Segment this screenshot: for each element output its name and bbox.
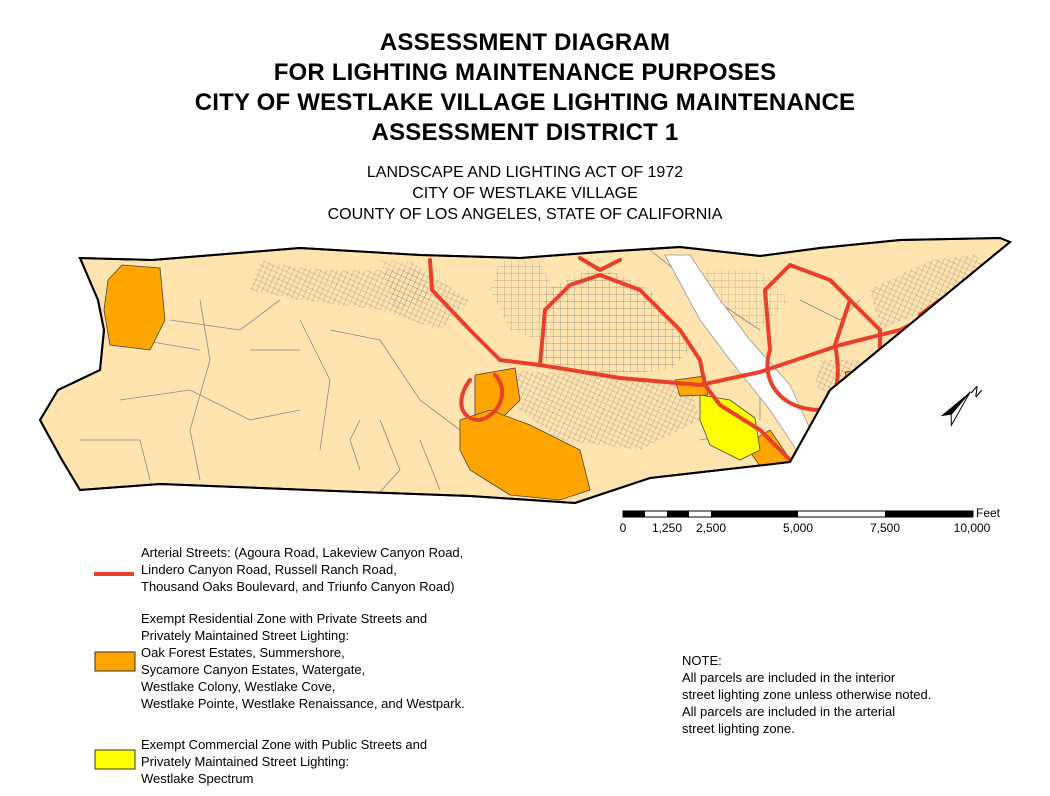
legend-commercial-line-2: Privately Maintained Street Lighting:: [141, 754, 350, 769]
title-line-4: ASSESSMENT DISTRICT 1: [371, 119, 679, 146]
note-line-1: NOTE:: [682, 653, 722, 668]
note-line-3: street lighting zone unless otherwise noted.: [682, 687, 932, 702]
note-line-4: All parcels are included in the arterial: [682, 704, 896, 719]
scale-unit: Feet: [976, 506, 1001, 520]
legend-residential-swatch: [95, 652, 135, 671]
subtitle-line-3: COUNTY OF LOS ANGELES, STATE OF CALIFORNIA: [327, 206, 723, 223]
scale-bar: [623, 511, 973, 517]
legend-commercial-text: [141, 736, 427, 787]
legend-residential-line-2: Privately Maintained Street Lighting:: [141, 628, 350, 643]
north-arrow-label: N: [968, 382, 985, 401]
legend-residential-line-5: Westlake Colony, Westlake Cove,: [141, 679, 336, 694]
legend-arterial-line-1: Arterial Streets: (Agoura Road, Lakeview Canyon Road,: [141, 545, 464, 560]
legend-residential-line-4: Sycamore Canyon Estates, Watergate,: [141, 662, 366, 677]
legend-residential-line-3: Oak Forest Estates, Summershore,: [141, 645, 345, 660]
title-line-1: ASSESSMENT DIAGRAM: [379, 29, 671, 56]
zone-west: [104, 265, 165, 350]
legend-commercial-swatch: [95, 750, 135, 769]
scale-label-1250: 1,250: [651, 521, 683, 535]
scale-label-7500: 7,500: [869, 521, 901, 535]
subtitle-line-2: CITY OF WESTLAKE VILLAGE: [412, 185, 638, 202]
title-line-2: FOR LIGHTING MAINTENANCE PURPOSES: [273, 59, 777, 86]
note-line-2: All parcels are included in the interior: [682, 670, 896, 685]
scale-label-10000: 10,000: [953, 521, 991, 535]
scale-label-2500: 2,500: [695, 521, 727, 535]
legend-arterial-text: [141, 544, 463, 595]
subtitle-line-1: LANDSCAPE AND LIGHTING ACT OF 1972: [366, 164, 684, 181]
legend-arterial-line-2: Lindero Canyon Road, Russell Ranch Road,: [141, 562, 397, 577]
title-line-3: CITY OF WESTLAKE VILLAGE LIGHTING MAINTENANCE: [194, 89, 856, 116]
scale-label-0: 0: [619, 521, 627, 535]
note-line-5: street lighting zone.: [682, 721, 795, 736]
map-note: [682, 652, 931, 737]
legend-arterial-line-3: Thousand Oaks Boulevard, and Triunfo Canyon Road): [141, 579, 455, 594]
legend-residential-text: [141, 610, 465, 712]
legend-commercial-line-3: Westlake Spectrum: [141, 771, 254, 786]
legend-residential-line-1: Exempt Residential Zone with Private Streets and: [141, 611, 428, 626]
scale-label-5000: 5,000: [782, 521, 814, 535]
zone-east: [845, 368, 875, 398]
legend-commercial-line-1: Exempt Commercial Zone with Public Streets and: [141, 737, 428, 752]
legend-residential-line-6: Westlake Pointe, Westlake Renaissance, and Westpark.: [141, 696, 465, 711]
